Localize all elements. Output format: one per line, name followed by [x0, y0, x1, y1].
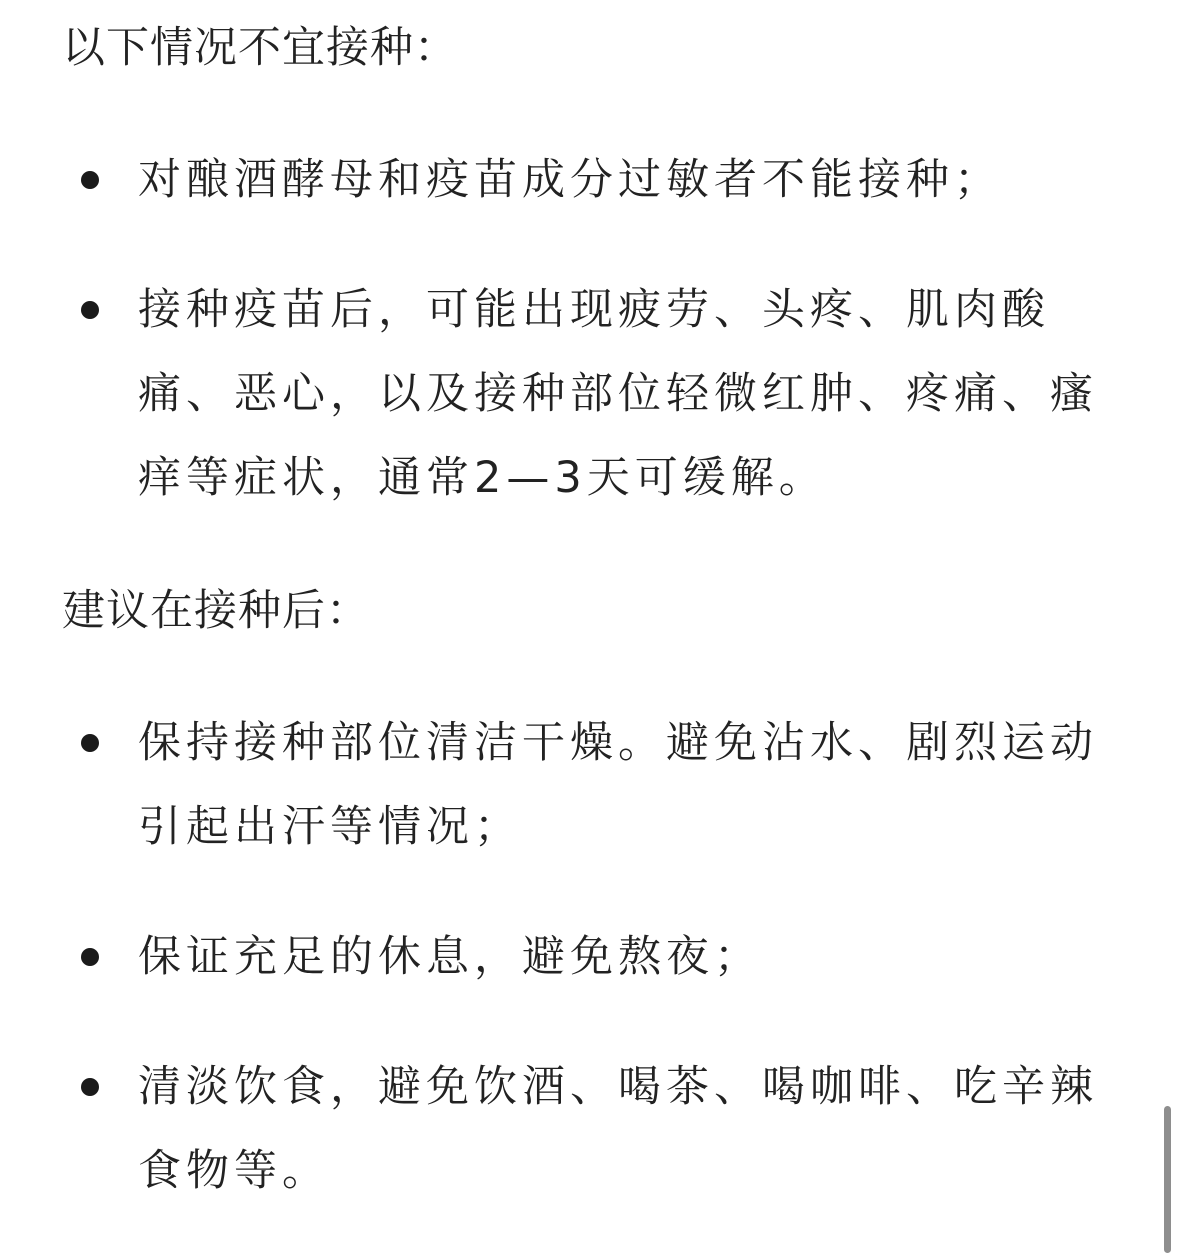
bullet-icon [81, 171, 99, 189]
list-item [0, 701, 1179, 869]
list-item [0, 138, 1179, 222]
list-item [0, 915, 1179, 999]
list-item-text: 保持接种部位清洁干燥。避免沾水、剧烈运动引起出汗等情况； [138, 718, 1098, 852]
list-item-text: 清淡饮食，避免饮酒、喝茶、喝咖啡、吃辛辣食物等。 [138, 1062, 1098, 1196]
bullet-icon [81, 734, 99, 752]
section-heading-not-suitable: 以下情况不宜接种： [62, 23, 458, 73]
list-item-text: 接种疫苗后，可能出现疲劳、头疼、肌肉酸痛、恶心，以及接种部位轻微红肿、疼痛、瘙痒等症状，通常2—3天可缓解。 [138, 285, 1098, 503]
bullet-icon [81, 301, 99, 319]
list-item [0, 1045, 1179, 1213]
list-item-text: 保证充足的休息，避免熬夜； [138, 932, 762, 982]
bullet-icon [81, 1078, 99, 1096]
not-suitable-list [0, 138, 1179, 520]
section-heading-after-vaccination: 建议在接种后： [62, 586, 370, 636]
after-vaccination-list [0, 701, 1179, 1213]
list-item-text: 对酿酒酵母和疫苗成分过敏者不能接种； [138, 155, 1002, 205]
list-item [0, 268, 1179, 520]
bullet-icon [81, 948, 99, 966]
scrollbar[interactable] [1164, 1106, 1171, 1253]
